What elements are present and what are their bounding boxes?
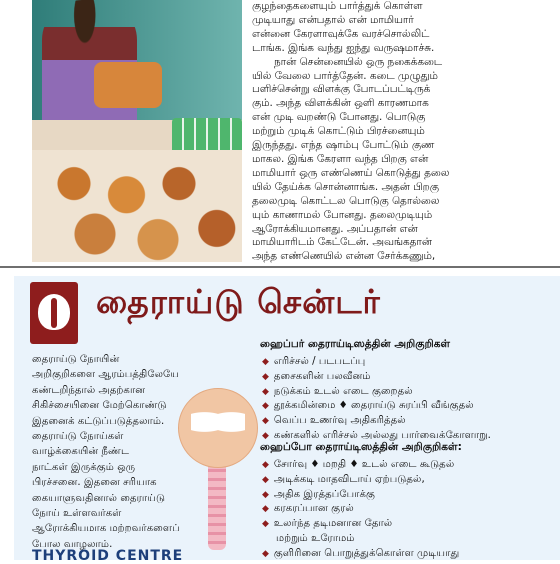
ad-title: தைராய்டு சென்டர் — [96, 282, 381, 321]
bullet-diamond-icon: ◆ — [262, 460, 269, 470]
bullet-diamond-icon: ◆ — [262, 519, 269, 530]
article-line: என்னை கேரளாவுக்கே வரச்சொல்லிட் — [252, 27, 430, 40]
bullet-diamond-icon: ◆ — [262, 474, 269, 485]
ad-intro-line: கண்டறிந்தால் அதற்கான — [32, 384, 146, 396]
thyroid-gland-illustration — [178, 388, 258, 468]
list-item: ◆ குளிரினை பொறுத்துக்கொள்ள முடியாது — [262, 547, 460, 559]
section-divider — [0, 266, 560, 268]
article-photo — [32, 0, 242, 262]
list-item: ◆ அதிக இரத்தப்போக்கு — [262, 488, 376, 500]
article-line: டாங்க. இங்க வந்து ஐந்து வருஷமாச்சு. — [252, 41, 435, 54]
bullet-diamond-icon: ◆ — [262, 430, 269, 441]
list-item: ◆ தூக்கமின்மை ♦ தைராய்டு சுரப்பி வீங்குதல் — [262, 400, 474, 412]
hyper-symptoms-heading: ஹைப்பர் தைராய்டிஸத்தின் அறிகுறிகள் — [260, 338, 451, 350]
article-line: குழந்தைகளையும் பார்த்துக் கொள்ள — [252, 0, 423, 12]
list-item: ◆ கரகரப்பான குரல் — [262, 503, 354, 515]
article-line: நான் சென்னையில் ஒரு நகைக்கடை — [274, 55, 443, 68]
bullet-diamond-icon: ◆ — [262, 371, 269, 382]
list-item: ◆ நடுக்கம் உடல் எடை குறைதல் — [262, 385, 413, 397]
hypo-symptoms-list — [262, 458, 459, 562]
ad-intro-line: நோய் உள்ளவர்கள் — [32, 508, 122, 520]
article-line: இருந்தது. எந்த ஷாம்பு போட்டும் குண — [252, 139, 435, 152]
article-line: பளிச்சென்று விளக்கு போடப்பட்டிருக் — [252, 83, 431, 96]
bullet-diamond-icon: ◆ — [262, 489, 269, 500]
ad-intro-line: தைராய்டு நோய்கள் — [32, 431, 124, 443]
ad-intro-line: நாட்கள் இருக்கும் ஒரு — [32, 461, 136, 473]
list-item: ◆ தசைகளின் பலவீனம் — [262, 370, 371, 382]
thyroid-logo-icon — [30, 282, 78, 344]
bullet-diamond-icon: ◆ — [262, 416, 269, 427]
list-item: ◆ வெப்ப உணர்வு அதிகரித்தல் — [262, 415, 406, 427]
list-item: ◆ சோர்வு ♦ மறதி ♦ உடல் எடை கூடுதல் — [262, 459, 455, 470]
ad-footer: THYROID CENTRE — [32, 548, 184, 564]
hypo-symptoms-heading: ஹைப்போ தைராய்டிஸத்தின் அறிகுறிகள்: — [260, 441, 462, 453]
bullet-diamond-icon: ◆ — [262, 548, 269, 559]
article-text — [252, 0, 548, 264]
article-line: தலைமுடி கொட்டல பொடுகு தொல்லை — [252, 194, 440, 207]
article-line: ஆரோக்கியமானது. அப்பதான் என் — [252, 222, 418, 235]
article-line: மற்றும் முடிக் கொட்டும் பிரச்னையும் — [252, 125, 425, 138]
list-item: ◆ கண்களில் எரிச்சல் அல்லது பார்வைக்கோளாறு. — [262, 429, 491, 441]
article-line: முடியாது என்பதால் என் மாமியார் — [252, 13, 414, 26]
article-line: அந்த எண்ணெயில் என்ன சேர்க்கணும், — [252, 250, 436, 263]
article-line: யில் வேலை பார்த்தேன். கடை முழுதும் — [252, 69, 438, 82]
article-line: யில் தேய்க்க சொன்னாங்க. அதன் பிறகு — [252, 180, 439, 193]
article-line: யும் காணாமல் போனது. தலைமுடியும் — [252, 208, 433, 221]
list-item: ◆ அடிக்கடி மாதவிடாய் ஏற்படுதல், — [262, 473, 425, 485]
ad-intro-line: வாழ்க்கையின் நீண்ட — [32, 446, 130, 458]
photo-held-packet — [94, 62, 162, 108]
ad-intro-line: போல வாழலாம். — [32, 538, 113, 550]
list-item-continuation: மற்றும் உரோமம் — [276, 532, 355, 544]
ad-intro-line: இதனைக் கட்டுப்படுத்தலாம். — [32, 415, 165, 427]
bullet-diamond-icon: ◆ — [262, 357, 269, 367]
list-item: ◆ எரிச்சல் / படபடப்பு — [262, 356, 366, 367]
list-item: ◆ உலர்ந்த தடிமனான தோல் — [262, 518, 393, 530]
photo-snack-packets — [32, 150, 242, 262]
ad-intro-line: கையாளுவதினால் தைராய்டு — [32, 492, 166, 504]
bullet-diamond-icon: ◆ — [262, 504, 269, 515]
ad-intro-line: அறிகுறிகளை ஆரம்பத்திலேயே — [32, 369, 179, 381]
article-line: மாகல. இங்க கேரளா வந்த பிறகு என் — [252, 152, 429, 165]
ad-intro-text — [32, 352, 192, 552]
article-line: கும். அந்த விளக்கின் ஒளி காரணமாக — [252, 97, 429, 110]
bullet-diamond-icon: ◆ — [262, 401, 269, 412]
hyper-symptoms-list — [262, 355, 491, 444]
bullet-diamond-icon: ◆ — [262, 386, 269, 397]
article-line: மாமியாரிடம் கேட்டேன். அவங்கதான் — [252, 236, 432, 249]
ad-intro-line: சிகிச்சையினை மேற்கொண்டு — [32, 400, 167, 412]
ad-intro-line: பிரச்சனை. இதனை சரியாக — [32, 477, 157, 489]
ad-intro-line: ஆரோக்கியமாக மற்றவர்களைப் — [32, 523, 180, 535]
article-line: மாமியார் ஒரு எண்ணெய் கொடுத்து தலை — [252, 166, 450, 179]
article-line: என் முடி வறண்டு போனது. பொடுகு — [252, 111, 426, 124]
ad-intro-line: தைராய்டு நோயின் — [32, 354, 120, 365]
